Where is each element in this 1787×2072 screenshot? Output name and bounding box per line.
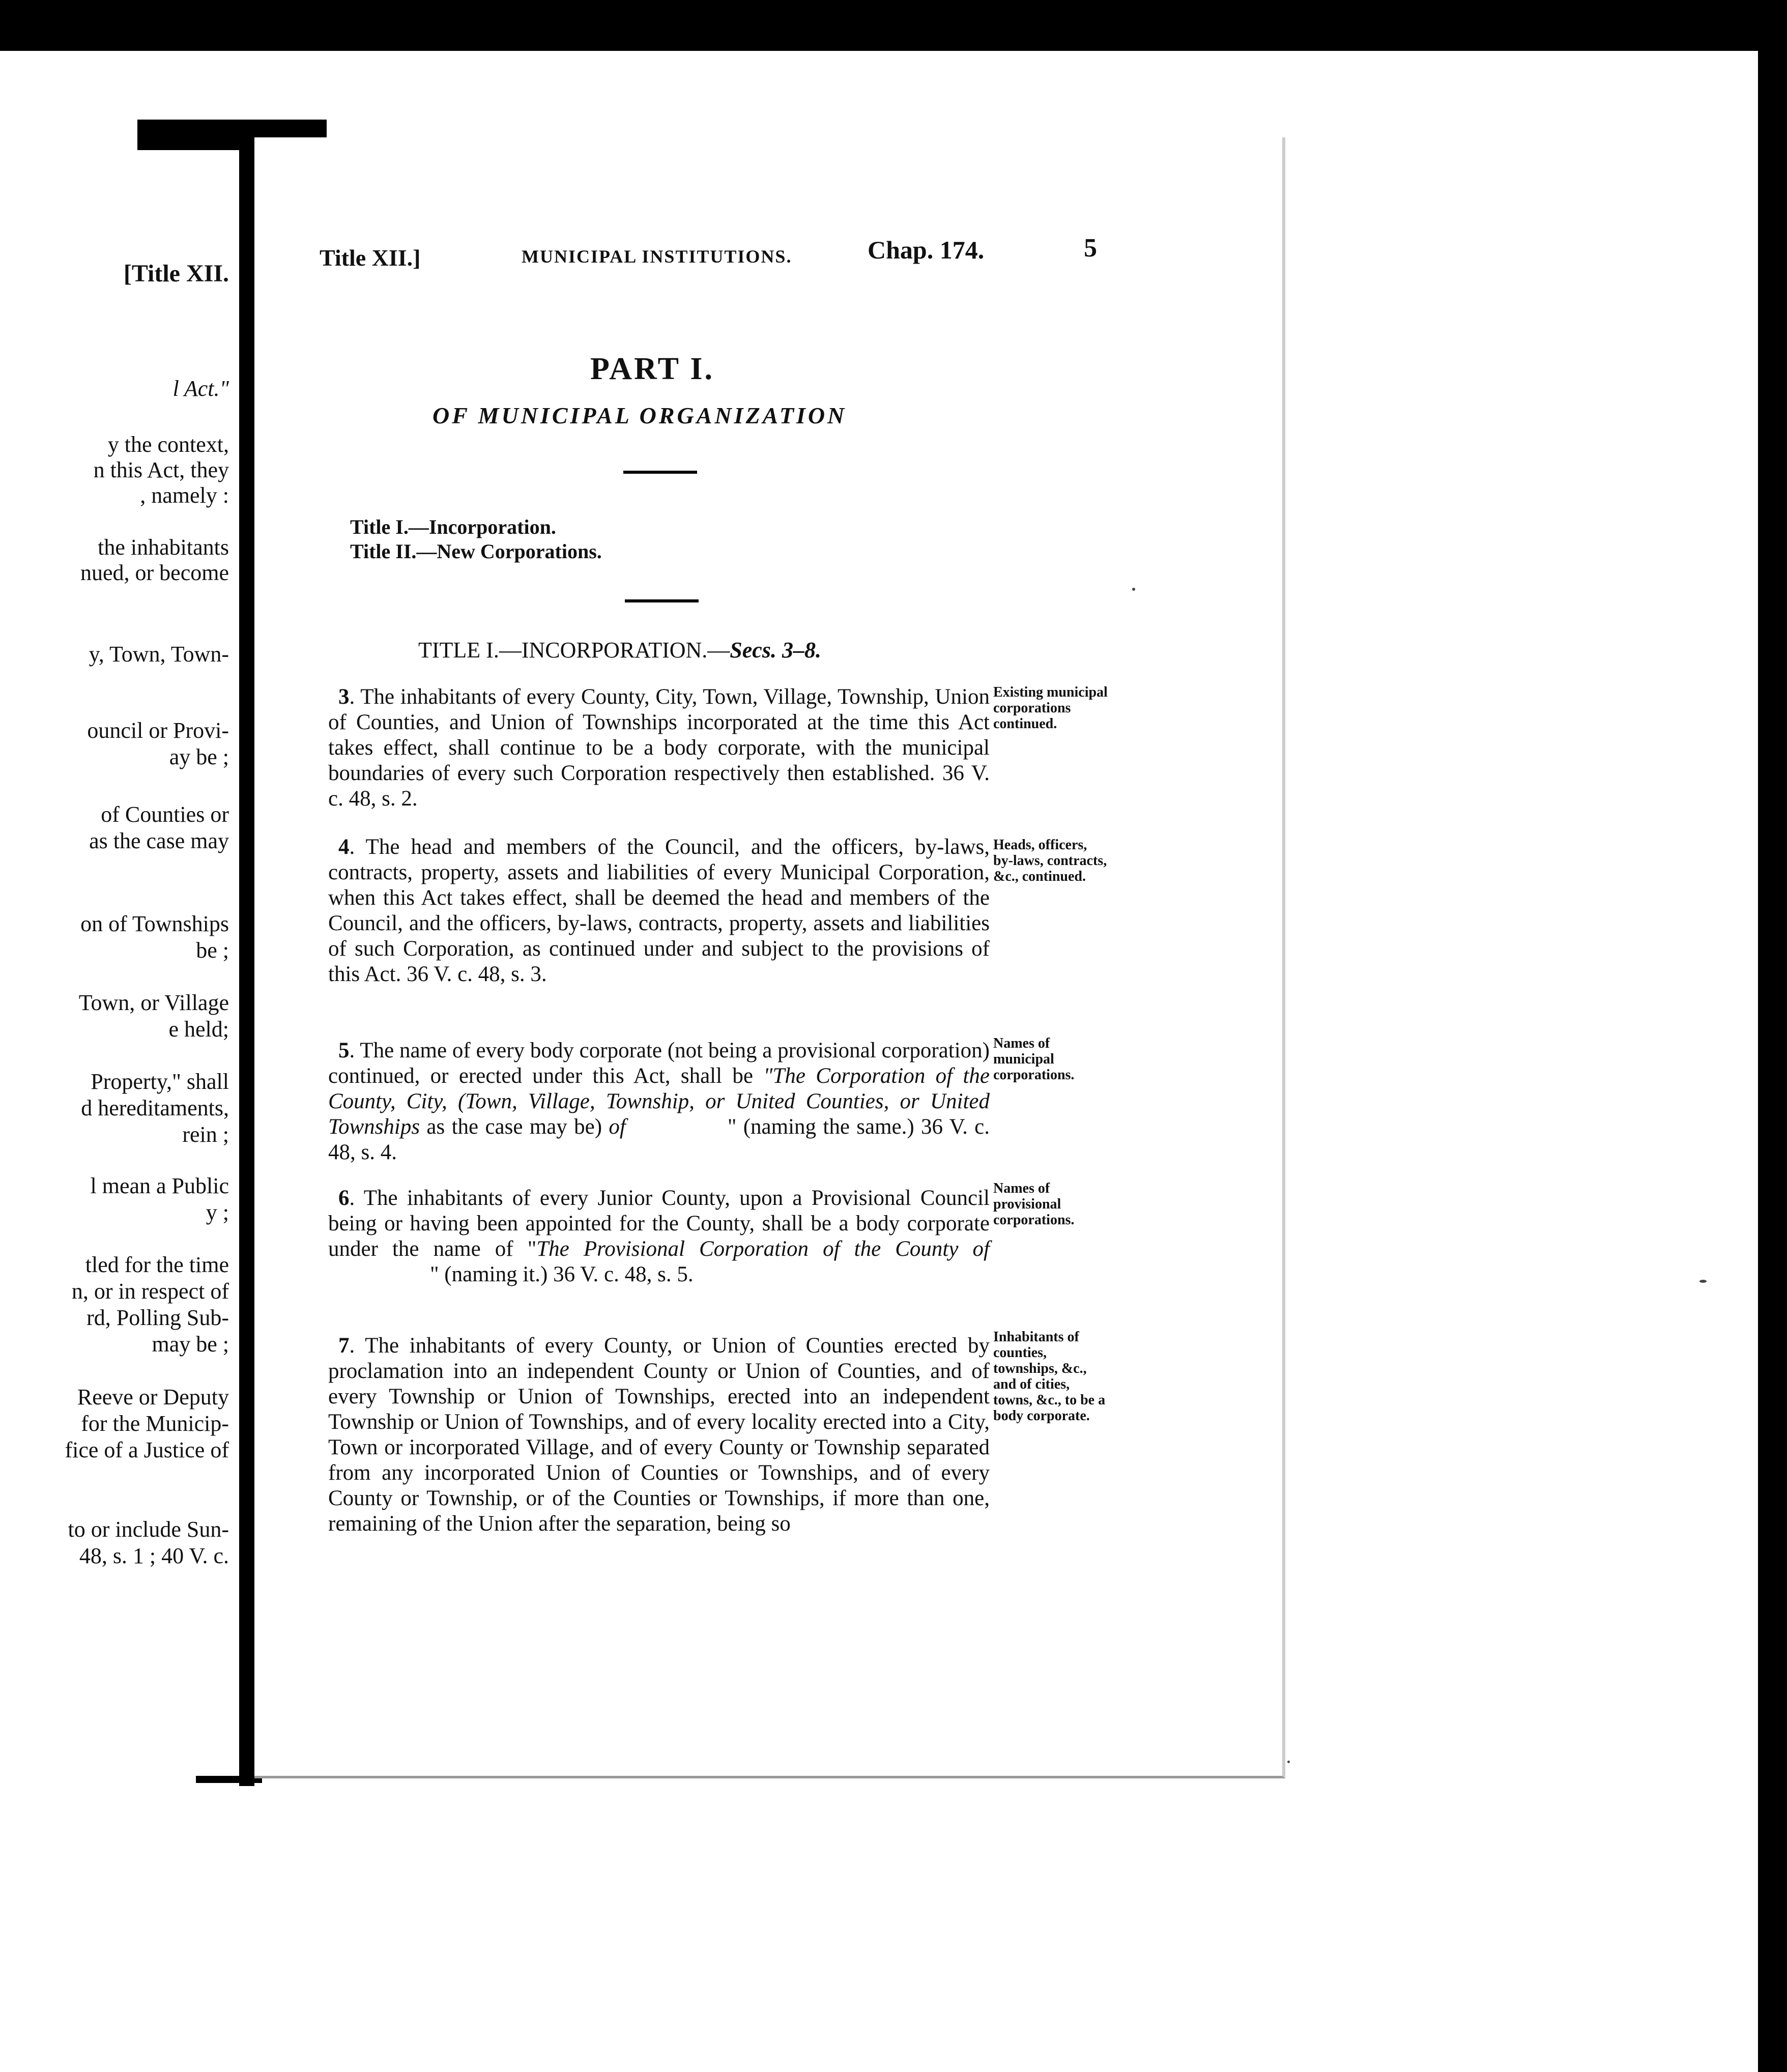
page-number: 5 (1084, 234, 1097, 263)
section-text: The head and members of the Council, and the officers, by-laws, contracts, property, assets and liabilities of every Municipal Corporation, when this Act takes effect, shall be deemed the head and members of the Council, and the officers, by-laws, contracts, property, assets and liabilities of such Corporation, as continued under and subject to the provisions of this Act. 36 V. c. 48, s. 3. (328, 835, 990, 986)
section-number: 7 (338, 1334, 350, 1358)
section-text: as the case may be) (426, 1115, 602, 1139)
left-page-line: for the Municip- (81, 1411, 229, 1436)
section-heading-main: TITLE I.—INCORPORATION.— (418, 638, 730, 663)
left-page-line: 48, s. 1 ; 40 V. c. (79, 1543, 229, 1568)
section-text: " (naming the same.) 36 V. c. 48, s. 4. (328, 1115, 990, 1164)
section-text: The inhabitants of every Junior County, upon a Provisional Council being or having been appointed for the County, shall be a body corporate under the name of " (328, 1186, 990, 1261)
left-page-line: rein ; (182, 1122, 229, 1147)
scan-speck (1699, 1280, 1707, 1283)
section-3: 3. The inhabitants of every County, City, Town, Village, Township, Union of Counties, and Union of Townships incorporated at the time this Act takes effect, shall continue to be a body corporate, with the municipal boundaries of every such Corporation respectively then established. 36 V. c. 48, s. 2. (328, 685, 990, 811)
section-heading (418, 637, 821, 663)
left-page-line: nued, or become (80, 560, 229, 585)
left-page-line: y the context, (107, 432, 229, 457)
spine-clamp-bottom (196, 1776, 262, 1783)
section-text: " (naming it.) 36 V. c. 48, s. 5. (430, 1262, 694, 1286)
toc-entry: Title II.—New Corporations. (350, 540, 602, 563)
left-page-line: Town, or Village (78, 990, 229, 1015)
margin-note: Heads, officers, by-laws, contracts, &c., continued. (993, 837, 1107, 884)
part-subtitle: OF MUNICIPAL ORGANIZATION (433, 402, 847, 428)
left-page-line: Reeve or Deputy (77, 1385, 229, 1409)
running-head-center: MUNICIPAL INSTITUTIONS. (522, 246, 792, 267)
section-number: 5 (338, 1039, 350, 1062)
scan-border-top (0, 0, 1787, 51)
left-page-line: rd, Polling Sub- (87, 1305, 229, 1330)
scan-speck (1287, 1761, 1290, 1763)
left-page-line: tled for the time (85, 1252, 229, 1277)
left-page-line: on of Townships (80, 911, 229, 936)
left-page-line: e held; (168, 1017, 229, 1042)
section-text: The inhabitants of every County, City, Town, Village, Township, Union of Counties, and Union of Townships incorporated at the time this Act takes effect, shall continue to be a body corporate, with the municipal boundaries of every such Corporation respectively then established. 36 V. c. 48, s. 2. (328, 685, 990, 811)
left-page-line: n this Act, they (93, 457, 229, 482)
of-italic: of (609, 1115, 626, 1139)
section-5: 5. The name of every body corporate (not being a provisional corporation) continued, or erected under this Act, shall be "The Corporation of the County, City, (Town, Village, Township, or United Counties, or United Townships as the case may be) of " (naming the same.) 36 V. c. 48, s. 4. (328, 1039, 990, 1164)
left-page-line: d hereditaments, (81, 1096, 229, 1120)
left-page-line: of Counties or (101, 802, 229, 827)
running-head-chapter: Chap. 174. (868, 236, 985, 264)
section-4: 4. The head and members of the Council, and the officers, by-laws, contracts, property, assets and liabilities of every Municipal Corporation, when this Act takes effect, shall be deemed the head and members of the Council, and the officers, by-laws, contracts, property, assets and liabilities of such Corporation, as continued under and subject to the provisions of this Act. 36 V. c. 48, s. 3. (328, 835, 990, 986)
left-page-line: , namely : (140, 483, 229, 508)
left-page-line: as the case may (89, 828, 229, 853)
left-page-line: n, or in respect of (71, 1279, 229, 1304)
section-6: 6. The inhabitants of every Junior County, upon a Provisional Council being or having been appointed for the County, shall be a body corporate under the name of "The Provisional Corporation of the County of" (naming it.) 36 V. c. 48, s. 5. (328, 1186, 990, 1286)
scan-speck (1132, 588, 1135, 591)
divider-rule (623, 471, 697, 474)
left-page-line: ay be ; (169, 744, 229, 769)
section-text: The inhabitants of every County, or Union of Counties erected by proclamation into an independent County or Union of Counties, and of every Township or Union of Townships, erected into an independent Township or Union of Townships, and of every locality erected into a City, Town or incorporated Village, and of every County or Township separated from any incorporated Union of Counties or Townships, and of every County or Township, or of the Counties or Townships, if more than one, remaining of the Union after the separation, being so (328, 1334, 990, 1536)
section-heading-secs: Secs. 3–8. (730, 638, 821, 663)
section-number: 4 (338, 835, 350, 859)
left-page-line: l mean a Public (90, 1173, 229, 1198)
left-page-line: l Act." (172, 376, 229, 401)
margin-note: Names of provisional corporations. (993, 1181, 1075, 1228)
corporation-name-italic: "The Corporation of the County, City, (Town, Village, Township, or United Counties, or United Townships (328, 1064, 990, 1139)
left-page-header: [Title XII. (123, 260, 229, 287)
left-page-line: be ; (196, 938, 229, 963)
left-page-line: to or include Sun- (68, 1517, 229, 1542)
margin-note: Existing municipal corporations continued. (993, 684, 1108, 732)
divider-rule (625, 599, 699, 602)
section-text: The name of every body corporate (not being a provisional corporation) continued, or erected under this Act, shall be (328, 1039, 990, 1088)
section-number: 6 (338, 1186, 350, 1210)
left-page-line: fice of a Justice of (65, 1437, 229, 1462)
part-title: PART I. (590, 352, 715, 386)
margin-note: Names of municipal corporations. (993, 1035, 1075, 1083)
left-page-line: ouncil or Provi- (87, 718, 229, 743)
provisional-name-italic: The Provisional Corporation of the County of (536, 1237, 990, 1261)
running-head-title: Title XII.] (320, 245, 421, 271)
left-facing-page (0, 148, 241, 1786)
left-page-line: may be ; (152, 1332, 229, 1357)
left-page-line: y ; (206, 1200, 229, 1225)
margin-note: Inhabitants of counties, townships, &c., and of cities, towns, &c., to be a body corporate. (993, 1329, 1106, 1424)
section-7: 7. The inhabitants of every County, or Union of Counties erected by proclamation into an independent County or Union of Counties, and of every Township or Union of Townships, erected into an independent Township or Union of Townships, and of every locality erected into a City, Town or incorporated Village, and of every County or Township separated from any incorporated Union of Counties or Townships, and of every County or Township, or of the Counties or Townships, if more than one, remaining of the Union after the separation, being so (328, 1334, 990, 1536)
left-page-line: the inhabitants (98, 535, 229, 560)
left-page-line: y, Town, Town- (89, 642, 229, 667)
book-spine (239, 148, 254, 1786)
left-page-line: Property," shall (91, 1069, 229, 1094)
section-number: 3 (338, 685, 350, 709)
toc-entry: Title I.—Incorporation. (350, 515, 556, 538)
